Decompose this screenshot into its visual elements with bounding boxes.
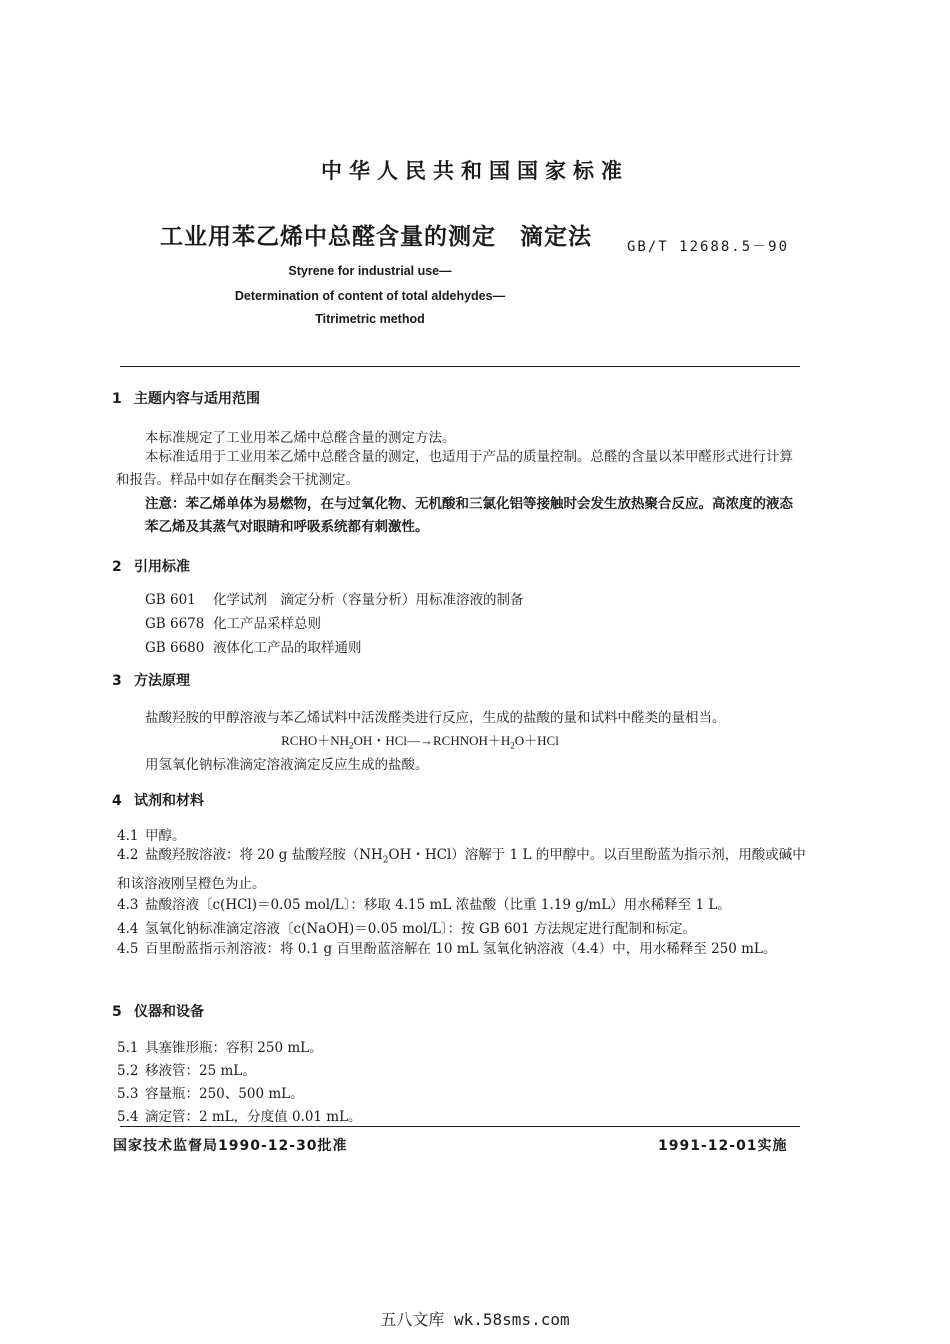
reference-item: [145, 636, 362, 656]
reaction-formula: $RCHO+NH_2OH$・$HCl—\to RCHNOH+H_2O+HCl$: [281, 733, 559, 751]
section-number: 5: [112, 1004, 122, 1020]
national-standard-title: 中华人民共和国国家标准: [321, 159, 629, 183]
english-title-line-2: Determination of content of total aldehydes—: [234, 289, 506, 303]
list-item: [117, 917, 696, 937]
item-number: 5.2: [117, 1063, 139, 1079]
item-text: 具塞锥形瓶：容积 250 mL。: [145, 1040, 323, 1056]
item-text: 滴定管：2 mL，分度值 0.01 mL。: [145, 1109, 362, 1125]
reference-name: 化学试剂 滴定分析（容量分析）用标准溶液的制备: [213, 592, 524, 608]
reference-name: 化工产品采样总则: [213, 616, 321, 632]
site-watermark: 五八文库 wk.58sms.com: [380, 1310, 570, 1329]
item-number: 4.1: [117, 828, 139, 844]
list-item: [117, 1036, 323, 1056]
item-number: 4.4: [117, 921, 139, 937]
item-number: 5.3: [117, 1086, 139, 1102]
section-3-paragraph-2: 用氢氧化钠标准滴定溶液滴定反应生成的盐酸。: [145, 757, 429, 773]
item-text: 盐酸羟胺溶液：将 20 g 盐酸羟胺（$NH_2OH$・HCl）溶解于 1 L 的甲醇中。以百里酚蓝为指示剂，用酸或碱中和该溶液刚呈橙色为止。: [117, 847, 806, 892]
list-item: [117, 824, 186, 844]
approval-date: 国家技术监督局1990-12-30批准: [113, 1138, 348, 1154]
document-title: 工业用苯乙烯中总醛含量的测定 滴定法: [160, 224, 592, 250]
section-title: 主题内容与适用范围: [134, 391, 260, 407]
english-title-line-1: Styrene for industrial use—: [288, 264, 452, 278]
section-5-heading: [112, 1001, 204, 1021]
reference-code: GB 601: [145, 592, 196, 608]
section-4-heading: [112, 790, 204, 810]
reference-item: [145, 588, 524, 608]
list-item: [117, 1082, 304, 1102]
item-text: 氢氧化钠标准滴定溶液〔c(NaOH)＝0.05 mol/L〕：按 GB 601 方法规定进行配制和标定。: [145, 921, 697, 937]
section-3-heading: [112, 670, 190, 690]
item-number: 4.5: [117, 941, 139, 957]
section-number: 4: [112, 793, 122, 809]
section-number: 1: [112, 391, 122, 407]
effective-date: 1991-12-01实施: [658, 1138, 788, 1154]
section-1-note: [145, 493, 805, 539]
section-number: 3: [112, 673, 122, 689]
list-item: [117, 1105, 362, 1125]
section-title: 仪器和设备: [134, 1004, 204, 1020]
list-item: [117, 893, 731, 913]
section-title: 方法原理: [134, 673, 190, 689]
list-item: [117, 844, 807, 896]
note-label: 注意：: [145, 496, 186, 512]
header-divider: [120, 366, 800, 367]
section-number: 2: [112, 559, 122, 575]
item-number: 4.3: [117, 897, 139, 913]
item-text: 盐酸溶液〔c(HCl)＝0.05 mol/L〕：移取 4.15 mL 浓盐酸（比重 1.19 g/mL）用水稀释至 1 L。: [145, 897, 731, 913]
list-item: [117, 1059, 256, 1079]
item-number: 4.2: [117, 847, 139, 863]
section-1-paragraph-1: 本标准规定了工业用苯乙烯中总醛含量的测定方法。: [145, 430, 456, 446]
section-2-heading: [112, 556, 190, 576]
item-number: 5.1: [117, 1040, 139, 1056]
item-number: 5.4: [117, 1109, 139, 1125]
footer-divider: [120, 1126, 800, 1127]
section-1-heading: [112, 388, 260, 408]
section-1-paragraph-2: 本标准适用于工业用苯乙烯中总醛含量的测定，也适用于产品的质量控制。总醛的含量以苯甲醛形式进行计算和报告。样品中如存在酮类会干扰测定。: [116, 449, 793, 488]
reference-name: 液体化工产品的取样通则: [213, 640, 362, 656]
item-text: 容量瓶：250、500 mL。: [145, 1086, 304, 1102]
section-3-paragraph-1: 盐酸羟胺的甲醇溶液与苯乙烯试料中活泼醛类进行反应，生成的盐酸的量和试料中醛类的量相当。: [145, 710, 726, 726]
list-item: [117, 938, 807, 961]
reference-code: GB 6678: [145, 616, 205, 632]
reference-code: GB 6680: [145, 640, 205, 656]
standard-number: GB/T 12688.5－90: [627, 239, 790, 255]
item-text: 甲醇。: [145, 828, 186, 844]
note-text: 苯乙烯单体为易燃物，在与过氧化物、无机酸和三氯化铝等接触时会发生放热聚合反应。高浓度的液态苯乙烯及其蒸气对眼睛和呼吸系统都有刺激性。: [145, 496, 793, 535]
item-text: 移液管：25 mL。: [145, 1063, 256, 1079]
english-title-line-3: Titrimetric method: [315, 312, 425, 326]
reference-item: [145, 612, 321, 632]
item-text: 百里酚蓝指示剂溶液：将 0.1 g 百里酚蓝溶解在 10 mL 氢氧化钠溶液（4.4）中，用水稀释至 250 mL。: [145, 941, 777, 957]
section-title: 引用标准: [134, 559, 190, 575]
section-title: 试剂和材料: [134, 793, 204, 809]
